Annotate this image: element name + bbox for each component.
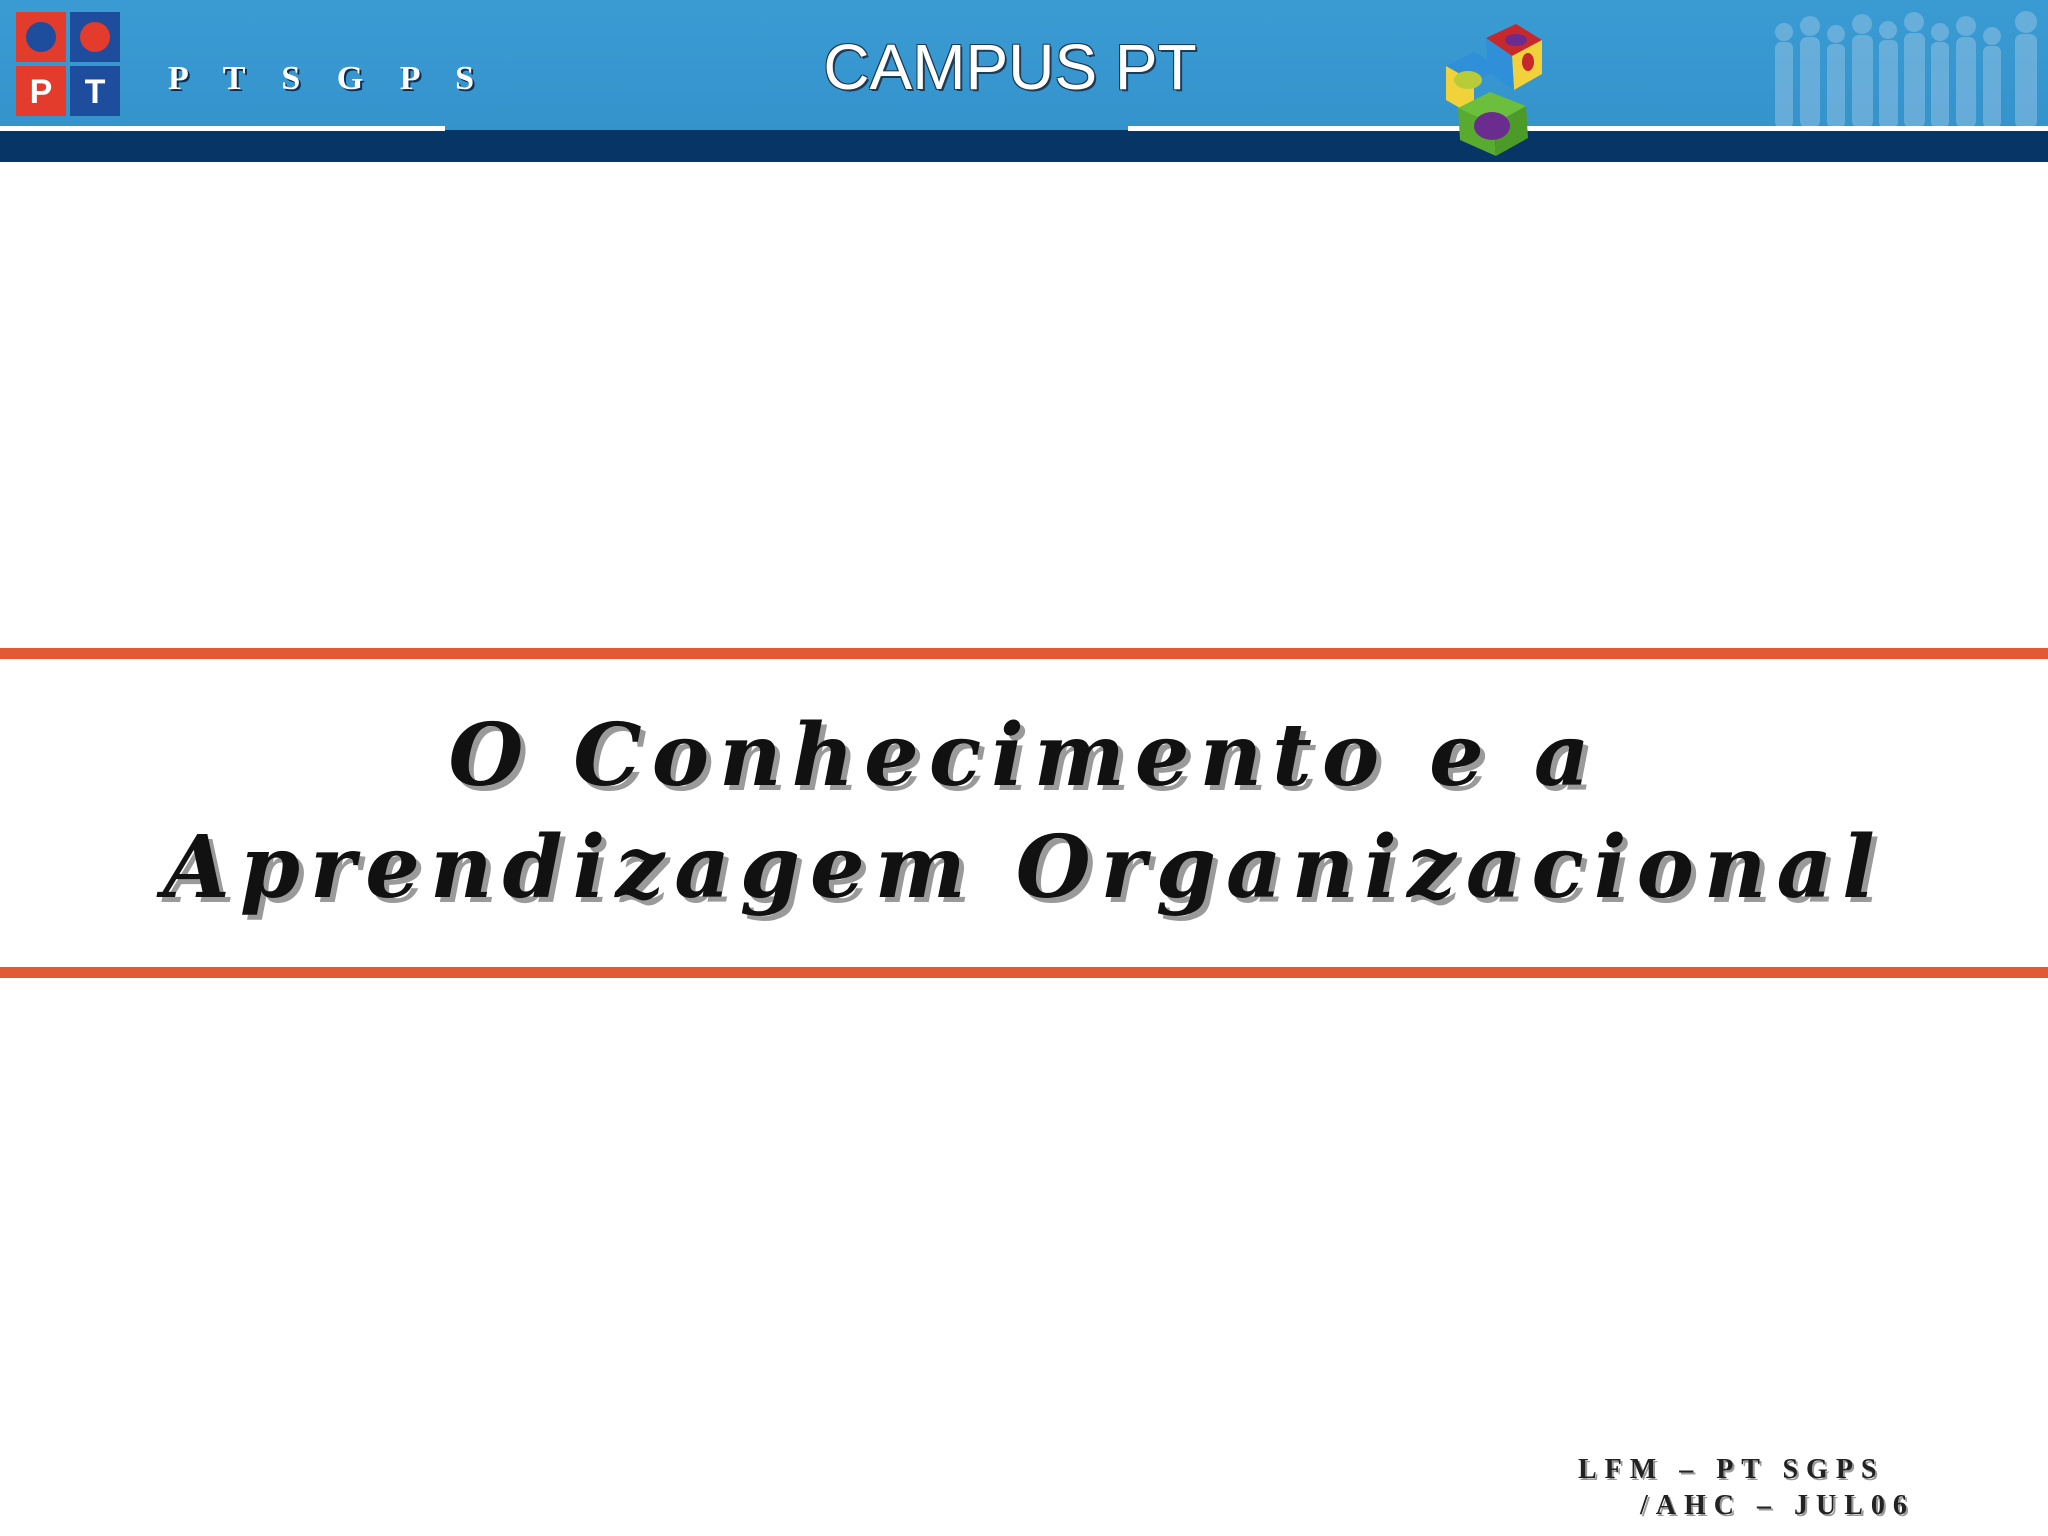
logo-dot-icon: [26, 22, 56, 52]
band-divider: [0, 126, 445, 131]
logo-dot-icon: [80, 22, 110, 52]
slide-title-line-1: O Conhecimento e a: [448, 705, 1600, 806]
footer-line-2: /AHC – JUL06: [1640, 1490, 1915, 1521]
header-band: [0, 130, 2048, 162]
colored-cubes-icon: [1438, 20, 1558, 160]
footer-line-1: LFM – PT SGPS: [1578, 1454, 1885, 1485]
slide-title: [0, 700, 2048, 924]
logo-cell-top-right: [70, 12, 120, 62]
title-top-rule: [0, 648, 2048, 659]
title-bottom-rule: [0, 967, 2048, 978]
header-bar: [0, 0, 2048, 130]
pt-logo: [16, 12, 120, 116]
app-title: CAMPUS PT: [823, 31, 1197, 103]
people-silhouettes-icon: [1770, 10, 2048, 130]
logo-cell-bottom-right: [70, 66, 120, 116]
company-name: P T S G P S: [168, 60, 488, 97]
slide-title-line-2: Aprendizagem Organizacional: [163, 817, 1885, 918]
logo-cell-bottom-left: [16, 66, 66, 116]
logo-cell-top-left: [16, 12, 66, 62]
footer-credit: [1540, 1452, 2020, 1524]
logo-letter-t: T: [84, 73, 106, 111]
logo-letter-p: P: [29, 73, 53, 111]
band-divider: [1128, 126, 2048, 131]
